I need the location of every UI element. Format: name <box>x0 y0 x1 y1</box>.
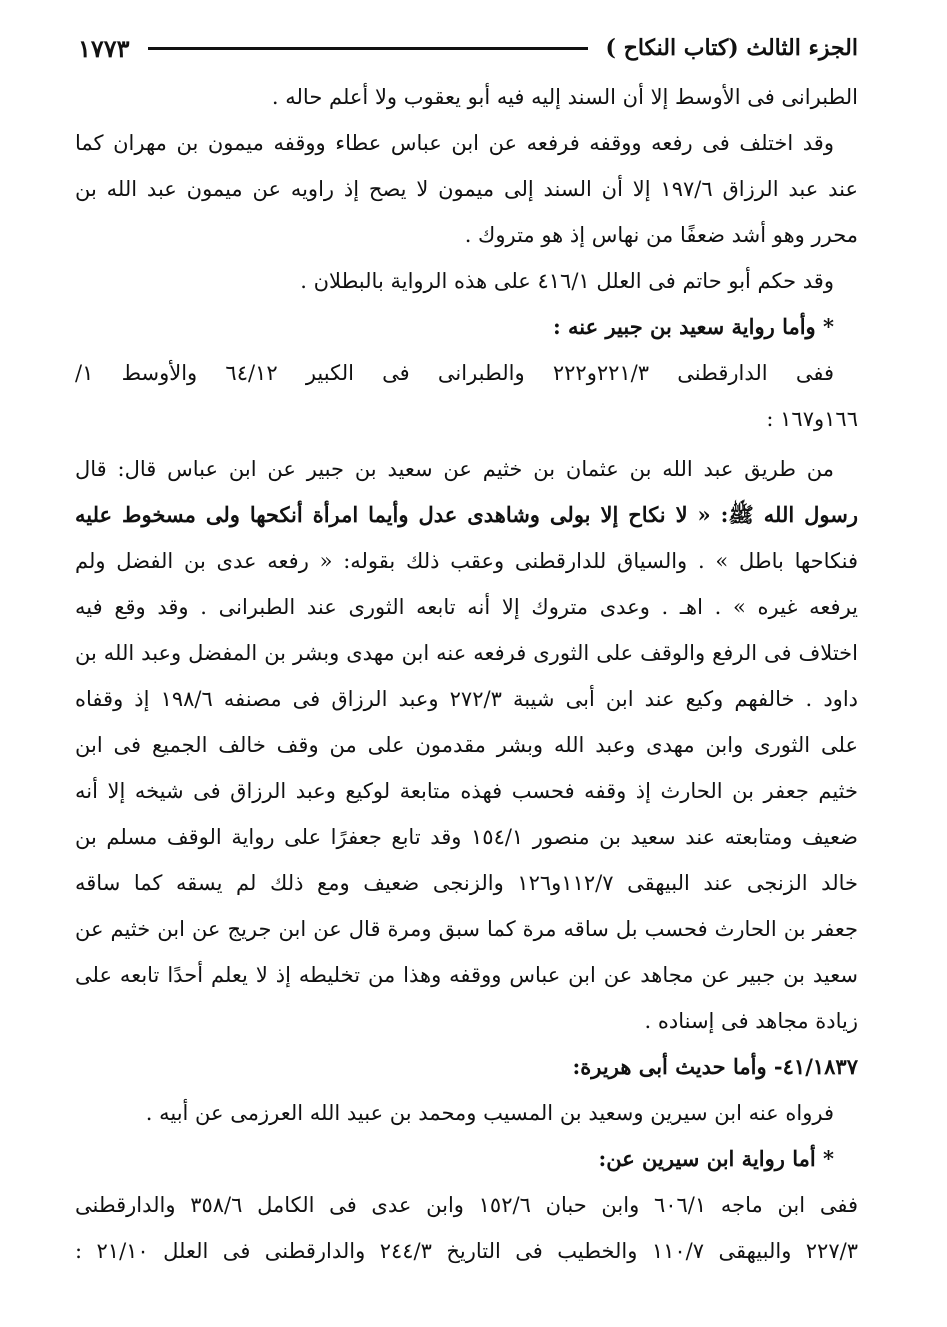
text-line: زيادة مجاهد فى إسناده . <box>644 1009 858 1033</box>
text-line: اختلاف فى الرفع والوقف على الثورى فرفعه عنه ابن مهدى وبشر بن المفضل وعبد الله بن <box>75 641 858 665</box>
page-number: ١٧٧٣ <box>78 33 130 63</box>
text-line: ضعيف ومتابعته عند سعيد بن منصور ١٥٤/١ وقد تابع جعفرًا على رواية الوقف مسلم بن <box>75 825 858 849</box>
text-line: يرفعه غيره » . اهـ . وعدى متروك إلا أنه تابعه الثورى عند الطبرانى . وقد وقع فيه <box>75 595 858 619</box>
text-line: الطبرانى فى الأوسط إلا أن السند إليه فيه أبو يعقوب ولا أعلم حاله . <box>271 85 858 109</box>
section-heading: * وأما رواية سعيد بن جبير عنه : <box>552 314 834 339</box>
text-line: فرواه عنه ابن سيرين وسعيد بن المسيب ومحمد بن عبيد الله العرزمى عن أبيه . <box>145 1101 834 1125</box>
header-rule <box>148 47 588 50</box>
text-line: جعفر بن الحارث فحسب بل ساقه مرة كما سبق ومرة قال عن ابن جريج عن ابن خثيم عن <box>75 917 858 941</box>
text-line: وقد حكم أبو حاتم فى العلل ٤١٦/١ على هذه الرواية بالبطلان . <box>300 269 834 293</box>
text-line: ١٦٦و١٦٧ : <box>766 407 858 431</box>
text-line: سعيد بن جبير عن مجاهد عن ابن عباس ووقفه وهذا من تخليطه إذ لا يعلم أحدًا تابعه على <box>75 963 858 987</box>
page-body <box>75 74 858 1274</box>
text-line: ٢٢٧/٣ والبيهقى ١١٠/٧ والخطيب فى التاريخ ٢٤٤/٣ والدارقطنى فى العلل ٢١/١٠ : <box>75 1239 858 1263</box>
text-line: فنكاحها باطل » . والسياق للدارقطنى وعقب ذلك بقوله: « رفعه عدى بن الفضل ولم <box>75 549 858 573</box>
text-line: خالد الزنجى عند البيهقى ١١٢/٧و١٢٦ والزنجى ضعيف ومع ذلك لم يسقه كما ساقه <box>75 871 858 895</box>
text-line: من طريق عبد الله بن عثمان بن خثيم عن سعيد بن جبير عن ابن عباس قال: قال <box>75 457 834 481</box>
text-line: عند عبد الرزاق ١٩٧/٦ إلا أن السند إلى ميمون لا يصح إذ راويه عن ميمون عبد الله بن <box>75 177 858 201</box>
text-line: محرر وهو أشد ضعفًا من نهاس إذ هو متروك . <box>464 223 858 247</box>
section-heading: * أما رواية ابن سيرين عن: <box>598 1146 834 1171</box>
text-line: على الثورى وابن مهدى وعبد الله وبشر مقدمون على من وقف خالف الجميع فى ابن <box>75 733 858 757</box>
hadith-text-line: رسول الله ﷺ: « لا نكاح إلا بولى وشاهدى عدل وأيما امرأة أنكحها ولى مسخوط عليه <box>75 502 858 527</box>
text-line: ففى الدارقطنى ٢٢١/٣و٢٢٢ والطبرانى فى الكبير ٦٤/١٢ والأوسط ١/ <box>75 361 834 385</box>
text-line: داود . خالفهم وكيع عند ابن أبى شيبة ٢٧٢/٣ وعبد الرزاق فى مصنفه ١٩٨/٦ إذ وقفاه <box>75 687 858 711</box>
running-title: الجزء الثالث (كتاب النكاح ) <box>605 35 858 61</box>
section-heading: ٤١/١٨٣٧- وأما حديث أبى هريرة: <box>572 1054 858 1079</box>
text-line: وقد اختلف فى رفعه ووقفه فرفعه عن ابن عباس عطاء ووقفه ميمون بن مهران كما <box>75 131 834 155</box>
text-line: ففى ابن ماجه ٦٠٦/١ وابن حبان ١٥٢/٦ وابن عدى فى الكامل ٣٥٨/٦ والدارقطنى <box>75 1193 858 1217</box>
text-line: خثيم جعفر بن الحارث إذ وقفه فحسب فهذه متابعة لوكيع وعبد الرزاق فى شيخه إلا أنه <box>75 779 858 803</box>
page-header <box>78 28 858 68</box>
